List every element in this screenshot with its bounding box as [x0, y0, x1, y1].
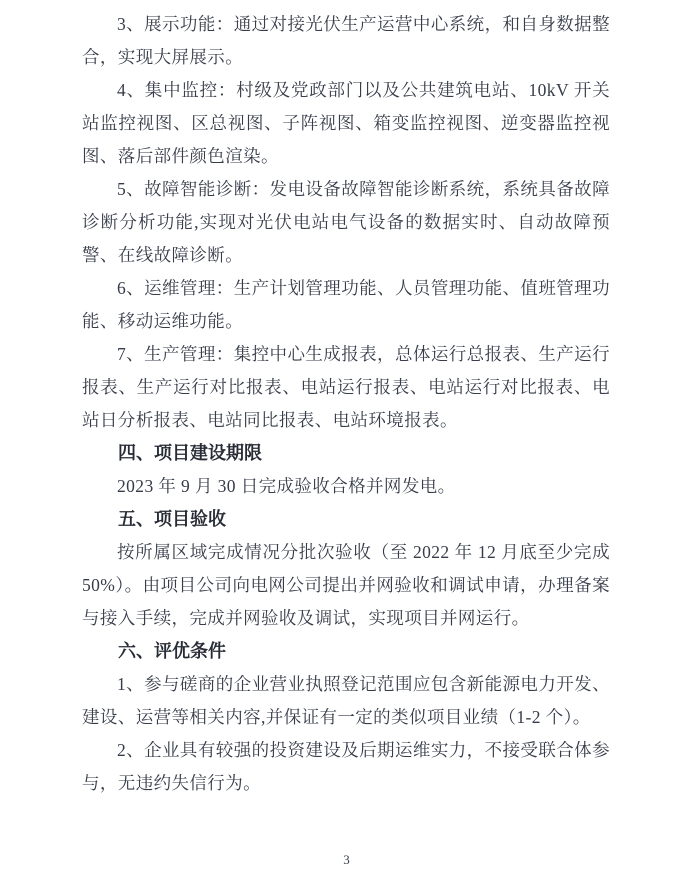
paragraph-feature-display: 3、展示功能：通过对接光伏生产运营中心系统，和自身数据整合，实现大屏展示。	[82, 14, 610, 67]
paragraph-completion-date: 2023 年 9 月 30 日完成验收合格并网发电。	[117, 476, 456, 496]
paragraph-fault-diagnosis: 5、故障智能诊断：发电设备故障智能诊断系统，系统具备故障诊断分析功能,实现对光伏电站电气设备的数据实时、自动故障预警、在线故障诊断。	[82, 179, 610, 265]
page-number: 3	[343, 852, 350, 867]
section-heading-project-acceptance: 五、项目验收	[118, 509, 226, 529]
document-body	[82, 8, 610, 800]
paragraph-production-management: 7、生产管理：集控中心生成报表，总体运行总报表、生产运行报表、生产运行对比报表、电站运行报表、电站运行对比报表、电站日分析报表、电站同比报表、电站环境报表。	[82, 344, 610, 430]
paragraph-central-monitoring: 4、集中监控：村级及党政部门以及公共建筑电站、10kV 开关站监控视图、区总视图、子阵视图、箱变监控视图、逆变器监控视图、落后部件颜色渲染。	[82, 80, 610, 166]
section-heading-construction-period: 四、项目建设期限	[118, 443, 262, 463]
paragraph-criteria-capability: 2、企业具有较强的投资建设及后期运维实力，不接受联合体参与，无违约失信行为。	[82, 740, 610, 793]
paragraph-acceptance-process: 按所属区域完成情况分批次验收（至 2022 年 12 月底至少完成 50%）。由项目公司向电网公司提出并网验收和调试申请，办理备案与接入手续，完成并网验收及调试，实现项目并网运行。	[82, 542, 610, 628]
paragraph-criteria-business-scope: 1、参与磋商的企业营业执照登记范围应包含新能源电力开发、建设、运营等相关内容,并保证有一定的类似项目业绩（1-2 个）。	[82, 674, 610, 727]
paragraph-operations-management: 6、运维管理：生产计划管理功能、人员管理功能、值班管理功能、移动运维功能。	[82, 278, 610, 331]
section-heading-evaluation-criteria: 六、评优条件	[118, 641, 226, 661]
